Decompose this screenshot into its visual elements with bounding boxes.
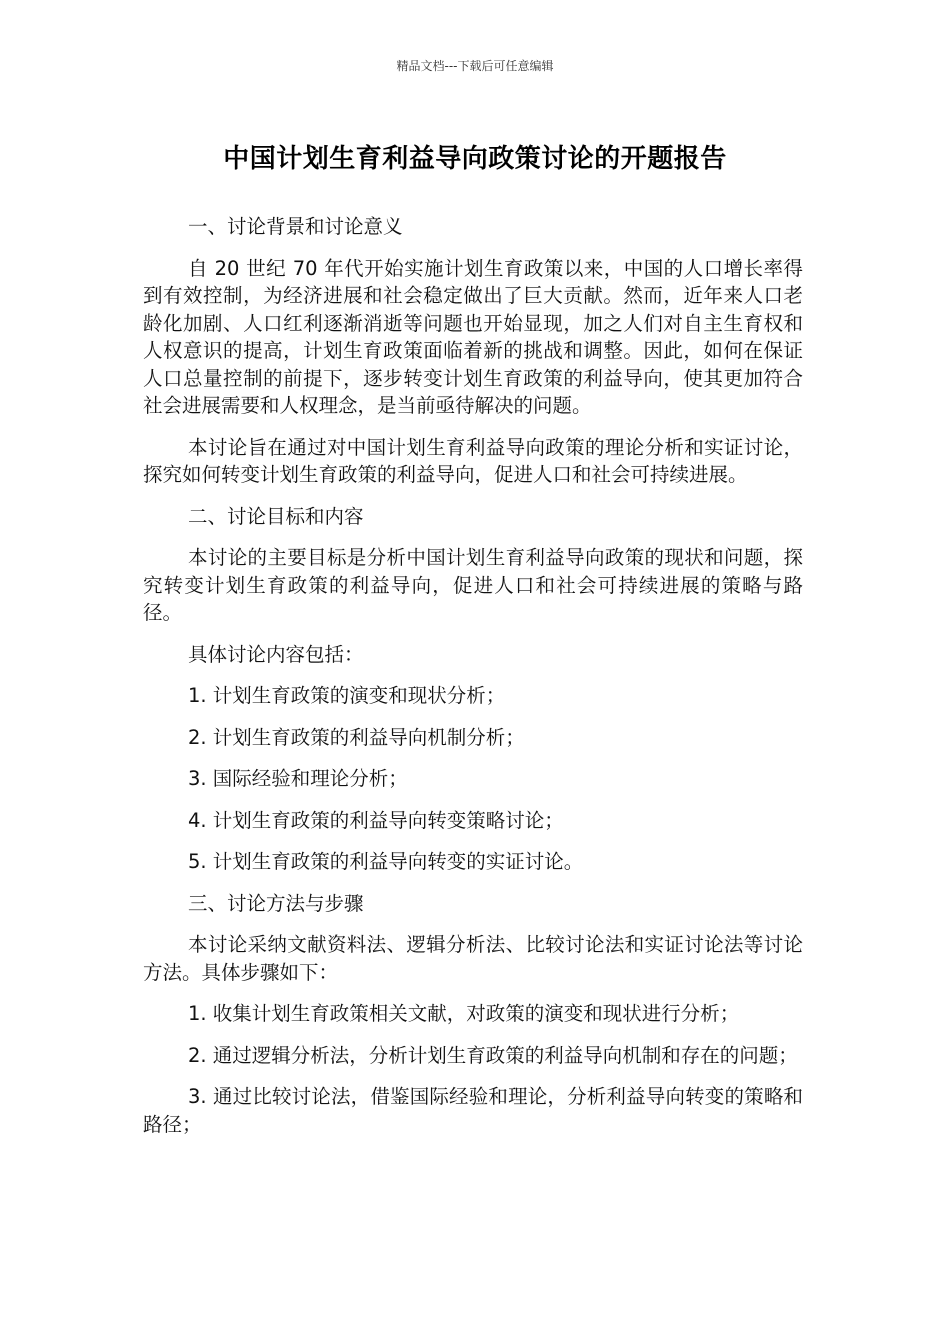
list-item: 4. 计划生育政策的利益导向转变策略讨论； (188, 808, 564, 832)
paragraph: 本讨论的主要目标是分析中国计划生育利益导向政策的现状和问题，探究转变计划生育政策的利益导向，促进人口和社会可持续进展的策略与路径。 (143, 546, 803, 624)
paragraph: 具体讨论内容包括： (188, 642, 364, 666)
section-heading-3: 三、讨论方法与步骤 (188, 891, 364, 915)
header-note: 精品文档---下载后可任意编辑 (396, 59, 554, 73)
document-title: 中国计划生育利益导向政策讨论的开题报告 (223, 144, 727, 174)
paragraph: 本讨论旨在通过对中国计划生育利益导向政策的理论分析和实证讨论，探究如何转变计划生育政策的利益导向，促进人口和社会可持续进展。 (143, 435, 803, 486)
list-item: 5. 计划生育政策的利益导向转变的实证讨论。 (188, 850, 584, 873)
section-heading-2: 二、讨论目标和内容 (188, 504, 364, 528)
list-item: 3. 通过比较讨论法，借鉴国际经验和理论，分析利益导向转变的策略和路径； (143, 1085, 803, 1136)
list-item: 3. 国际经验和理论分析； (188, 767, 408, 790)
list-item: 1. 收集计划生育政策相关文献，对政策的演变和现状进行分析； (188, 1002, 740, 1025)
section-heading-1: 一、讨论背景和讨论意义 (188, 215, 403, 238)
paragraph: 自 20 世纪 70 年代开始实施计划生育政策以来，中国的人口增长率得到有效控制，为经济进展和社会稳定做出了巨大贡献。然而，近年来人口老龄化加剧、人口红利逐渐消逝等问题也开始显现，加之人们对自主生育权和人权意识的提高，计划生育政策面临着新的挑战和调整。因此，如何在保证人口总量控制的前提下，逐步转变计划生育政策的利益导向，使其更加符合社会进展需要和人权理念，是当前亟待解决的问题。 (143, 256, 803, 417)
list-item: 2. 计划生育政策的利益导向机制分析； (188, 725, 525, 749)
document-body (143, 213, 803, 1152)
paragraph: 本讨论采纳文献资料法、逻辑分析法、比较讨论法和实证讨论法等讨论方法。具体步骤如下： (143, 933, 803, 984)
list-item: 1. 计划生育政策的演变和现状分析； (188, 684, 506, 707)
list-item: 2. 通过逻辑分析法，分析计划生育政策的利益导向机制和存在的问题； (188, 1043, 798, 1067)
